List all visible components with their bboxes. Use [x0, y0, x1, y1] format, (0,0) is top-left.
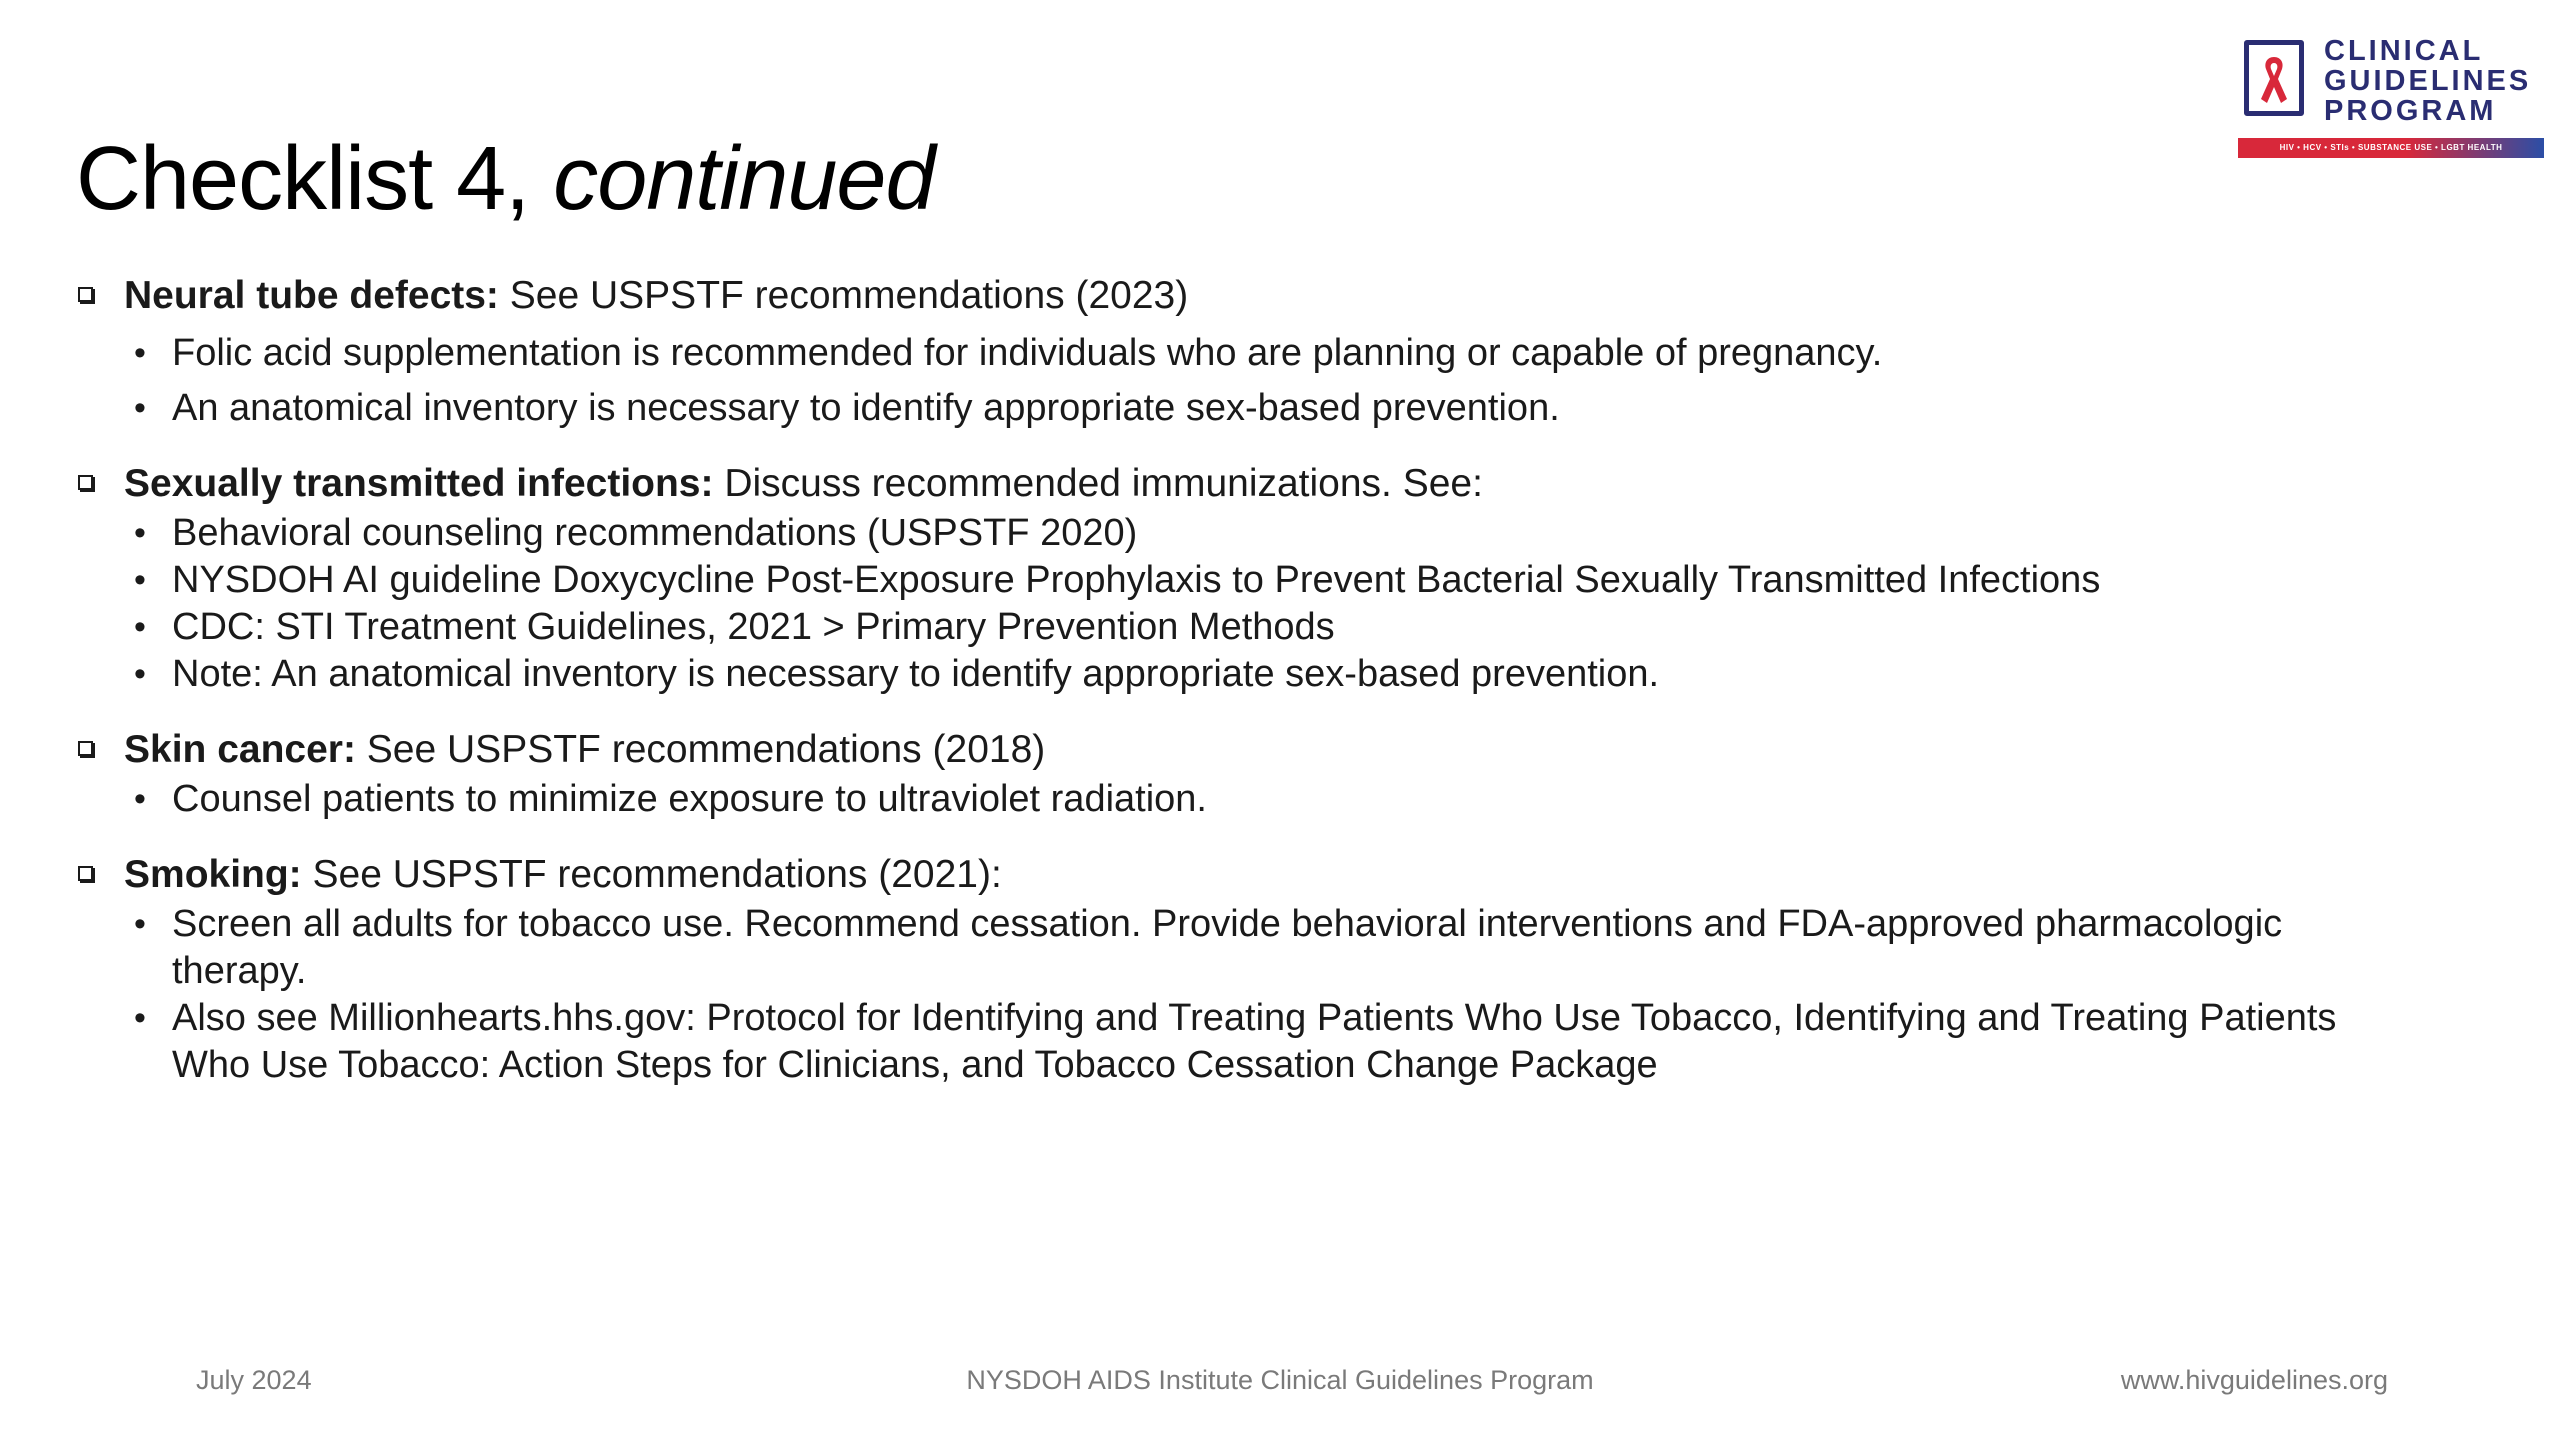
list-item: • Note: An anatomical inventory is necessary to identify appropriate sex-based prevention.	[74, 651, 2374, 698]
logo-tagline-bar: HIV • HCV • STIs • SUBSTANCE USE • LGBT HEALTH	[2238, 138, 2544, 158]
logo-line-2: GUIDELINES	[2324, 65, 2532, 97]
section-label: Skin cancer:	[124, 728, 356, 771]
logo-line-1: CLINICAL	[2324, 35, 2484, 67]
list-item: • An anatomical inventory is necessary to identify appropriate sex-based prevention.	[74, 385, 2374, 432]
bullet-list	[74, 901, 2374, 1089]
section-skin-cancer	[74, 724, 2374, 823]
title-main: Checklist 4,	[76, 129, 530, 229]
footer-program-name: NYSDOH AIDS Institute Clinical Guidelines Program	[966, 1365, 1594, 1395]
red-ribbon-icon	[2257, 53, 2291, 107]
bullet-list	[74, 330, 2374, 432]
section-label: Neural tube defects:	[124, 274, 499, 317]
logo-line-3: PROGRAM	[2324, 95, 2497, 127]
section-heading	[74, 270, 2374, 322]
checkbox-icon	[78, 287, 93, 302]
list-item: • CDC: STI Treatment Guidelines, 2021 > Primary Prevention Methods	[74, 604, 2374, 651]
section-smoking	[74, 849, 2374, 1089]
bullet-list	[74, 776, 2374, 823]
program-logo	[2238, 36, 2544, 160]
checkbox-icon	[78, 741, 93, 756]
list-item: • Behavioral counseling recommendations (USPSTF 2020)	[74, 510, 2374, 557]
slide-title	[76, 128, 935, 232]
section-label: Sexually transmitted infections:	[124, 462, 714, 505]
section-heading	[74, 458, 2374, 510]
footer-url: www.hivguidelines.org	[2120, 1365, 2388, 1395]
checkbox-icon	[78, 475, 93, 490]
list-item: • Screen all adults for tobacco use. Recommend cessation. Provide behavioral interventions and FDA-approved pharmacologic therapy.	[74, 901, 2374, 995]
logo-wordmark	[2324, 36, 2531, 126]
section-text: See USPSTF recommendations (2021):	[301, 853, 1002, 896]
section-text: Discuss recommended immunizations. See:	[713, 462, 1483, 505]
list-item: • NYSDOH AI guideline Doxycycline Post-Exposure Prophylaxis to Prevent Bacterial Sexually Transmitted Infections	[74, 557, 2374, 604]
title-italic: continued	[553, 129, 935, 229]
section-heading	[74, 724, 2374, 776]
section-neural-tube-defects	[74, 270, 2374, 432]
checklist-content	[74, 270, 2374, 1115]
bullet-list	[74, 510, 2374, 698]
section-heading	[74, 849, 2374, 901]
section-sexually-transmitted-infections	[74, 458, 2374, 698]
checkbox-icon	[78, 866, 93, 881]
list-item: • Folic acid supplementation is recommended for individuals who are planning or capable of pregnancy.	[74, 330, 2374, 377]
section-text: See USPSTF recommendations (2018)	[355, 728, 1046, 771]
list-item: • Also see Millionhearts.hhs.gov: Protocol for Identifying and Treating Patients Who Use Tobacco, Identifying and Treating Patients Who Use Tobacco: Action Steps for Clinicians, and Tobacco Cessation Change Package	[74, 995, 2374, 1089]
section-label: Smoking:	[124, 853, 302, 896]
footer-date: July 2024	[196, 1365, 312, 1395]
section-text: See USPSTF recommendations (2023)	[498, 274, 1189, 317]
list-item: • Counsel patients to minimize exposure to ultraviolet radiation.	[74, 776, 2374, 823]
logo-badge	[2244, 40, 2304, 116]
